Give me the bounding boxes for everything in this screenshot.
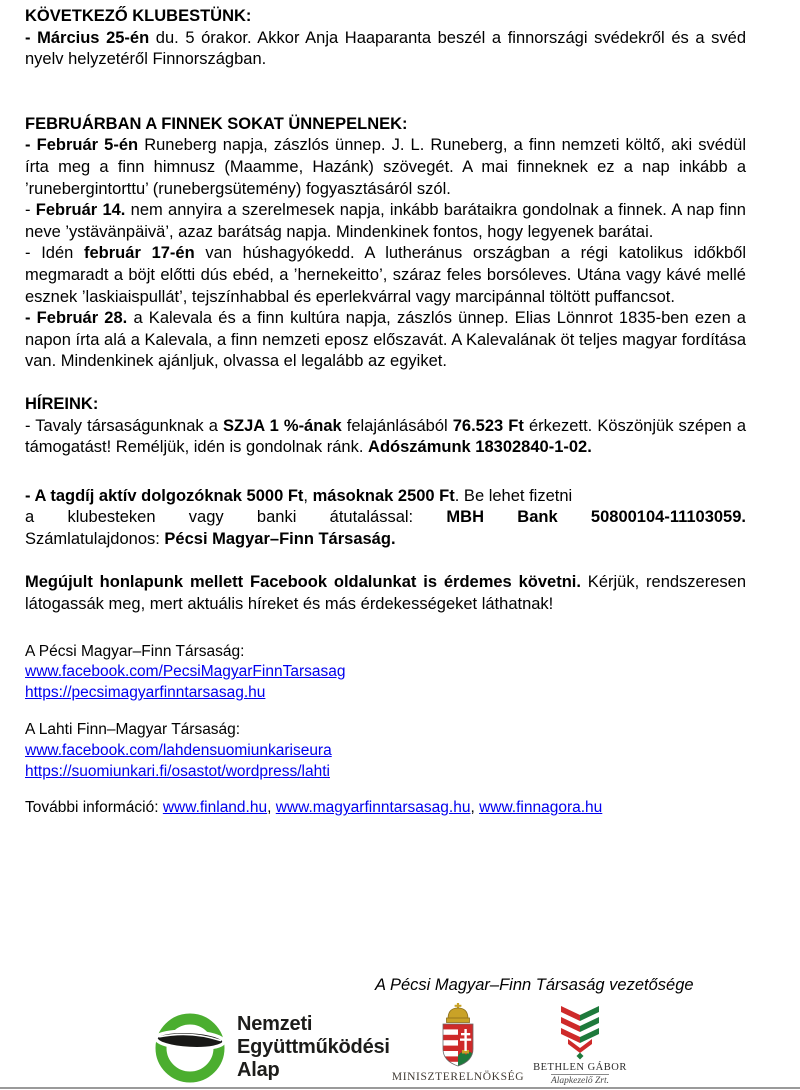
text-segment: - (25, 201, 36, 220)
paragraph-feb17 (25, 243, 746, 308)
links-pecsi-society (25, 642, 746, 704)
text-segment: a Kalevala és a finn kultúra napja, zászlós ünnep. Elias Lönnrot 1835-ben ezen a napon írta alá a Kalevala, a finn nemzeti eposz előszavát. A Kalevalának öt teljes magyar fordítása van. Mindenkinek ajánljuk, olvassa el legalább az egyiket. (25, 309, 746, 371)
newsletter-body (25, 6, 746, 819)
text-segment-bold: 76.523 Ft (452, 416, 524, 435)
text-segment-bold: Adószámunk 18302840-1-02. (368, 438, 592, 457)
paragraph-feb28 (25, 308, 746, 373)
lahti-society-label: A Lahti Finn–Magyar Társaság: (25, 721, 241, 739)
text-segment: , (267, 799, 276, 817)
text-segment-bold: Megújult honlapunk mellett Facebook oldalunkat is érdemes követni. (25, 573, 581, 592)
signature-line: A Pécsi Magyar–Finn Társaság vezetősége (375, 976, 694, 994)
lahti-facebook-link[interactable]: www.facebook.com/lahdensuomiunkariseura (25, 742, 332, 760)
text-segment-bold: február 17-én (84, 244, 195, 263)
heading-news: HÍREINK: (25, 394, 99, 413)
pecsi-website-link[interactable]: https://pecsimagyarfinntarsasag.hu (25, 683, 266, 701)
magyarfinntarsasag-link[interactable]: www.magyarfinntarsasag.hu (275, 799, 471, 817)
heading-february: FEBRUÁRBAN A FINNEK SOKAT ÜNNEPELNEK: (25, 114, 408, 133)
text-segment: , (303, 486, 313, 505)
text-segment-bold: - A tagdíj aktív dolgozóknak 5000 Ft (25, 486, 304, 505)
ministry-label: MINISZTERELNÖKSÉG (391, 1071, 525, 1083)
more-info-line (25, 798, 746, 819)
fee-line-2 (25, 507, 746, 529)
bethlen-chevron-shield-icon (528, 1004, 632, 1060)
text-segment: . Be lehet fizetni (454, 486, 573, 505)
pecsi-facebook-link[interactable]: www.facebook.com/PecsiMagyarFinnTarsasag (25, 663, 346, 681)
text-segment: , (470, 799, 480, 817)
ministry-logo-block (390, 1002, 526, 1083)
text-segment-bold: SZJA 1 %-ának (222, 416, 342, 435)
text-segment: van húshagyókedd. A lutheránus országban a régi katolikus időkből megmaradt a böjt előtti dús ebéd, a ’hernekeitto’, száraz feles borsóleves. Utána vagy kávé mellé esznek ’laskiaispullát’, tejszínhabbal és eperlekvárral vagy marcipánnal töltött puffancsot. (25, 244, 746, 306)
paragraph-next-club (25, 28, 746, 71)
text-segment-bold: Február 14. (35, 201, 126, 220)
finnagora-link[interactable]: www.finnagora.hu (479, 799, 603, 817)
bethlen-logo-block (528, 1004, 632, 1086)
text-segment: Számlatulajdonos: (25, 529, 165, 548)
bethlen-subtitle: Alapkezelő Zrt. (550, 1076, 610, 1086)
text-segment-bold: MBH Bank 50800104-11103059. (446, 508, 746, 527)
text-segment: Kérjük, rendszeresen látogassák meg, mert aktuális híreket és más érdekességeket láthatnak! (25, 573, 746, 614)
nea-text-line: Alap (237, 1058, 280, 1081)
text-segment: érkezett. Köszönjük szépen a támogatást! Reméljük, idén is gondolnak ránk. (25, 416, 746, 457)
nea-logo-block (156, 1008, 390, 1086)
heading-next-club: KÖVETKEZŐ KLUBESTÜNK: (25, 7, 252, 25)
more-info-label: További információ: (25, 799, 163, 817)
paragraph-feb14 (25, 200, 746, 243)
text-segment: du. 5 órakor. Akkor Anja Haaparanta beszél a finnországi svédekről és a svéd nyelv helyzetéről Finnországban. (25, 28, 747, 69)
text-segment: Runeberg napja, zászlós ünnep. J. L. Runeberg, a finn nemzeti költő, aki svédül írta meg a finn himnusz (Maamme, Hazánk) szövegét. A mai finneknek ez a nap inkább a ’runebergintorttu’ (runebergsütemény) fogyasztásáról szól. (25, 136, 746, 198)
page-bottom-rule (0, 1087, 800, 1089)
nea-logo-text (237, 1013, 390, 1082)
text-segment: felajánlásából (341, 416, 453, 435)
text-segment-bold: másoknak 2500 Ft (312, 486, 455, 505)
text-segment-bold: - Március 25-én (25, 28, 150, 47)
paragraph-feb5 (25, 135, 746, 200)
finland-hu-link[interactable]: www.finland.hu (162, 799, 268, 817)
text-segment: - Tavaly társaságunknak a (25, 416, 223, 435)
links-lahti-society (25, 720, 746, 782)
text-segment-bold: - Február 28. (25, 309, 128, 328)
text-segment: a klubesteken vagy banki átutalással: (25, 508, 447, 527)
fee-line-3 (25, 529, 746, 551)
bethlen-divider (551, 1074, 609, 1075)
nea-text-line: Együttműködési (237, 1035, 390, 1058)
fee-line-1 (25, 486, 746, 508)
text-segment-bold: Pécsi Magyar–Finn Társaság. (164, 529, 396, 548)
bethlen-name: BETHLEN GÁBOR (533, 1062, 627, 1073)
hungary-coat-of-arms-icon (390, 1002, 526, 1068)
paragraph-szja (25, 416, 746, 459)
pecsi-society-label: A Pécsi Magyar–Finn Társaság: (25, 642, 245, 660)
paragraph-membership-fee (25, 486, 746, 551)
text-segment-bold: - Február 5-én (25, 136, 139, 155)
lahti-website-link[interactable]: https://suomiunkari.fi/osastot/wordpress/lahti (25, 762, 330, 780)
nea-ring-disc-icon (156, 1008, 224, 1086)
text-segment: - Idén (25, 244, 85, 263)
paragraph-website-facebook (25, 572, 746, 615)
text-segment: nem annyira a szerelmesek napja, inkább barátaikra gondolnak a finnek. A nap finn neve ’ystävänpäivä’, azaz barátság napja. Mindenkinek fontos, hogy legyenek barátai. (25, 201, 746, 241)
nea-text-line: Nemzeti (237, 1012, 313, 1035)
